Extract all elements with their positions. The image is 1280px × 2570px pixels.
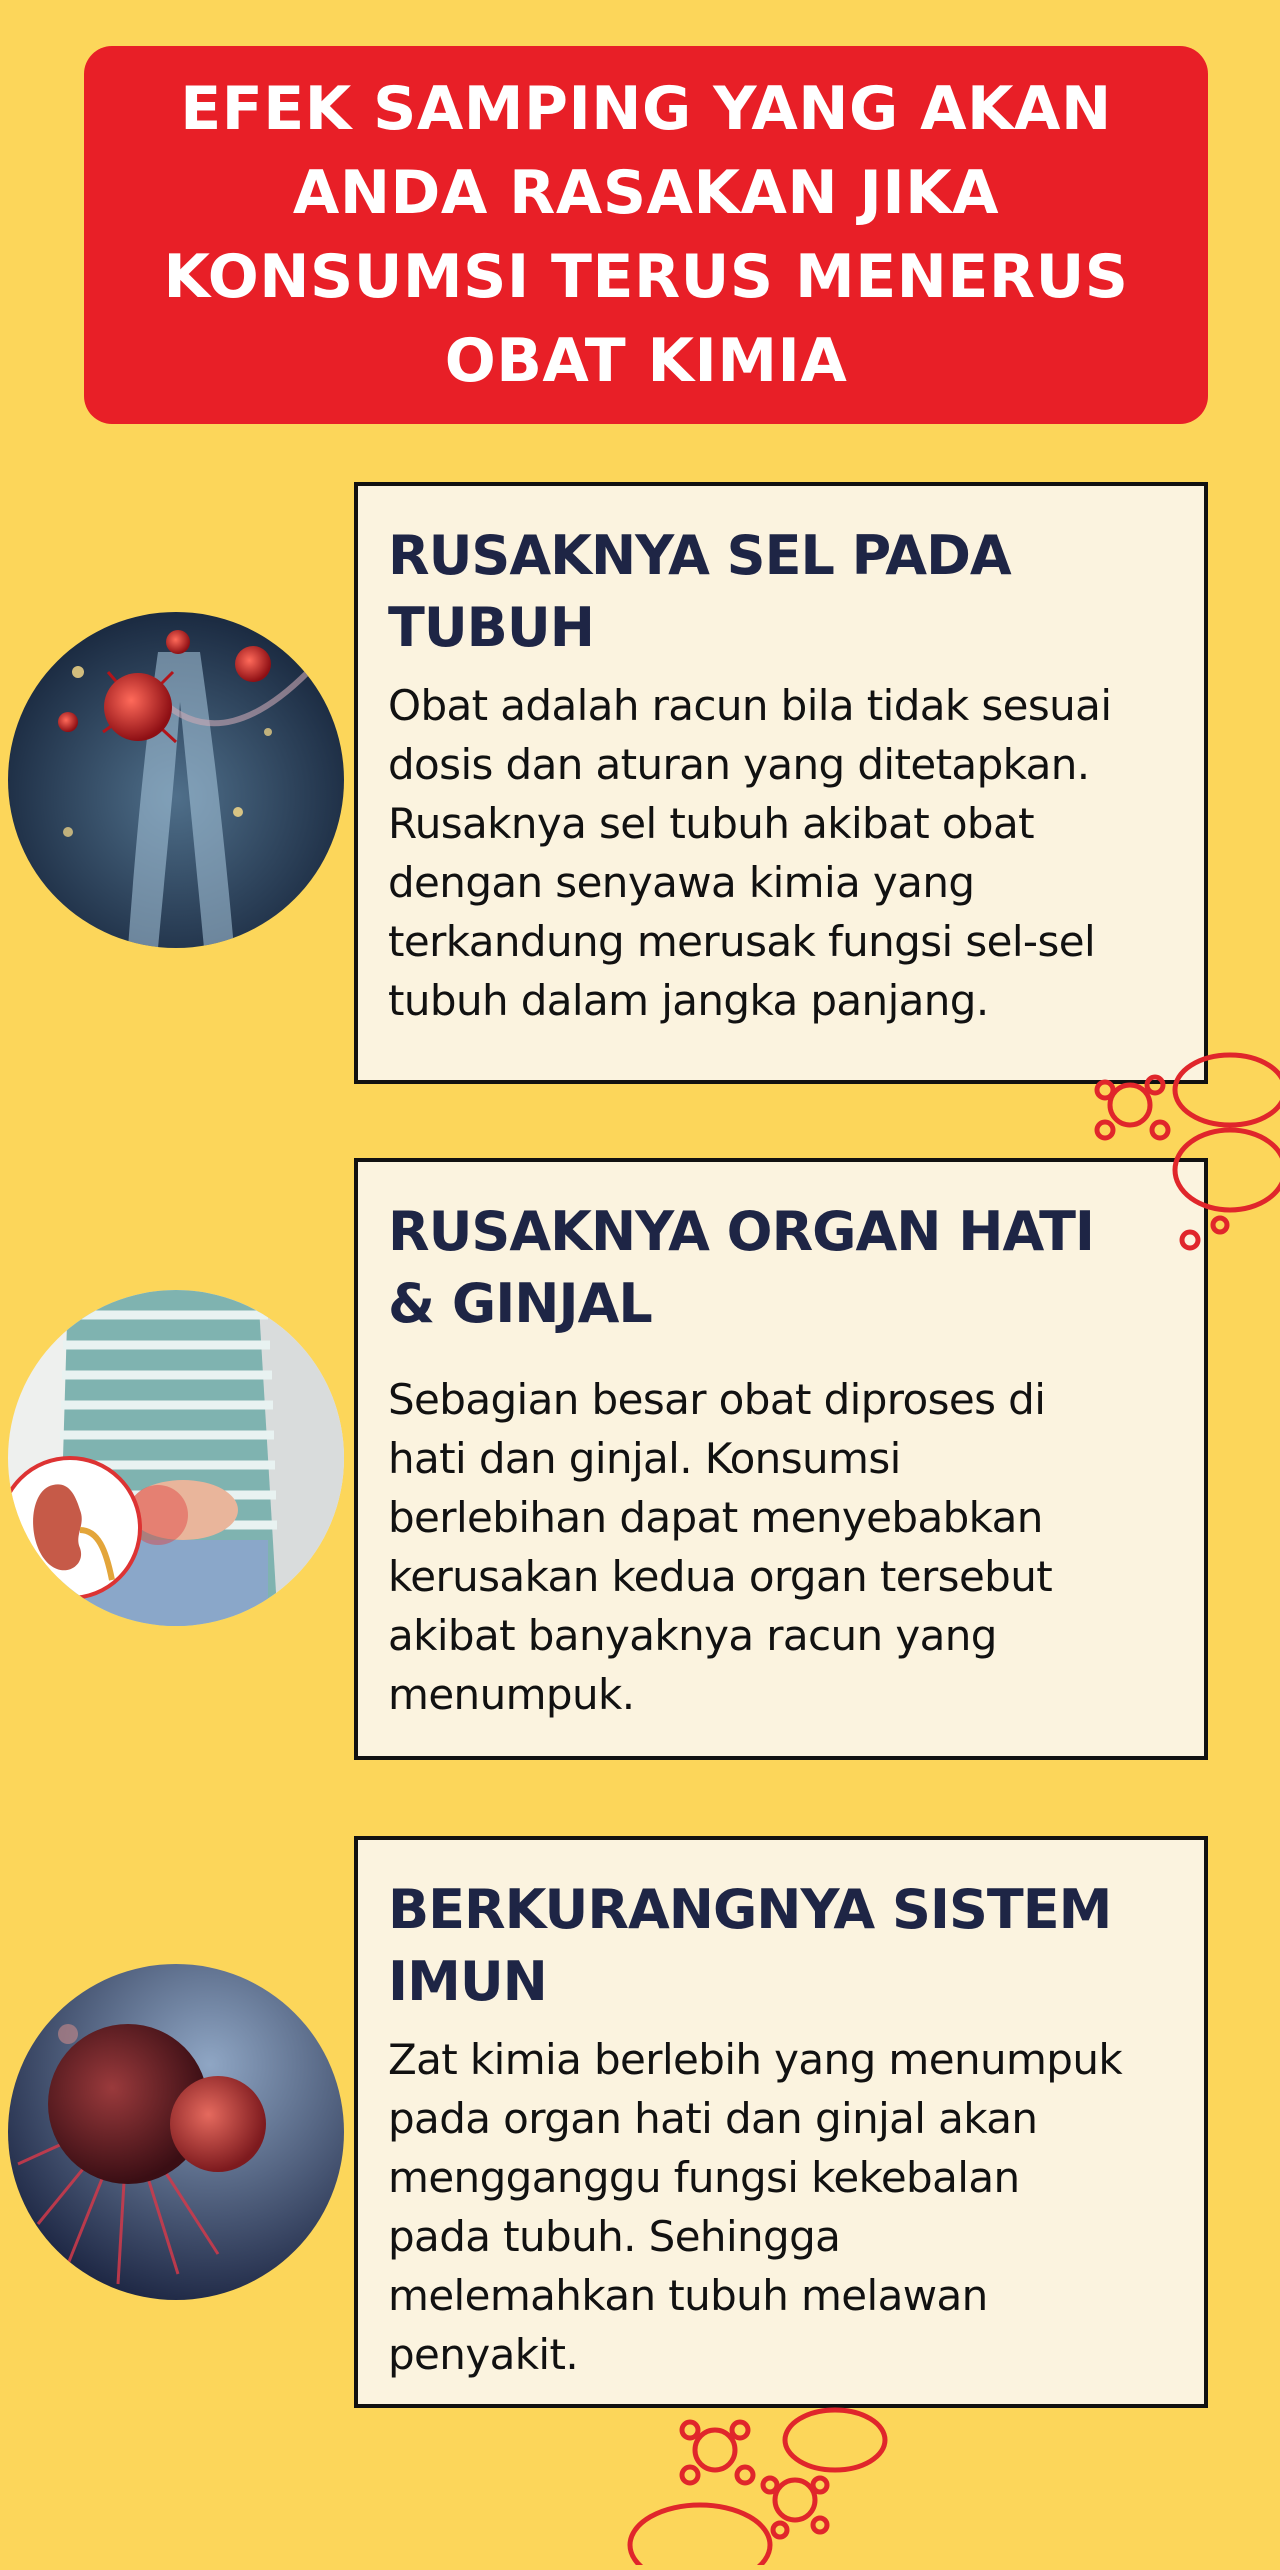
body-line: hati dan ginjal. Konsumsi bbox=[388, 1434, 901, 1483]
body-line: akibat banyaknya racun yang bbox=[388, 1611, 997, 1660]
body-line: pada organ hati dan ginjal akan bbox=[388, 2094, 1038, 2143]
card-heading bbox=[388, 520, 1174, 664]
title-line: ANDA RASAKAN JIKA bbox=[292, 158, 1000, 228]
body-line: dosis dan aturan yang ditetapkan. bbox=[388, 740, 1090, 789]
heading-line: RUSAKNYA ORGAN HATI bbox=[388, 1200, 1094, 1263]
body-line: menumpuk. bbox=[388, 1670, 635, 1719]
title-banner bbox=[84, 46, 1208, 424]
body-line: dengan senyawa kimia yang bbox=[388, 858, 975, 907]
card-heading bbox=[388, 1196, 1174, 1340]
card-body bbox=[388, 676, 1174, 1030]
card-heading bbox=[388, 1874, 1174, 2018]
virus-decoration-icon bbox=[1080, 1050, 1280, 1275]
body-line: Rusaknya sel tubuh akibat obat bbox=[388, 799, 1035, 848]
card-body bbox=[388, 1370, 1174, 1724]
heading-line: BERKURANGNYA SISTEM bbox=[388, 1878, 1112, 1941]
body-line: Obat adalah racun bila tidak sesuai bbox=[388, 681, 1112, 730]
body-line: penyakit. bbox=[388, 2330, 579, 2379]
body-cells-photo-icon bbox=[8, 612, 344, 948]
card-cell-damage bbox=[354, 482, 1208, 1084]
body-line: pada tubuh. Sehingga bbox=[388, 2212, 841, 2261]
virus-decoration-icon bbox=[620, 2405, 920, 2570]
body-line: kerusakan kedua organ tersebut bbox=[388, 1552, 1053, 1601]
card-body bbox=[388, 2030, 1174, 2384]
title-line: EFEK SAMPING YANG AKAN bbox=[180, 74, 1112, 144]
page-title bbox=[163, 67, 1128, 403]
body-line: tubuh dalam jangka panjang. bbox=[388, 976, 989, 1025]
title-line: KONSUMSI TERUS MENERUS bbox=[163, 242, 1129, 312]
kidney-pain-photo-icon bbox=[8, 1290, 344, 1626]
heading-line: IMUN bbox=[388, 1950, 547, 2013]
body-line: terkandung merusak fungsi sel-sel bbox=[388, 917, 1096, 966]
title-line: OBAT KIMIA bbox=[444, 326, 848, 396]
immune-cell-photo-icon bbox=[8, 1964, 344, 2300]
heading-line: TUBUH bbox=[388, 596, 594, 659]
heading-line: RUSAKNYA SEL PADA bbox=[388, 524, 1011, 587]
heading-line: & GINJAL bbox=[388, 1272, 652, 1335]
body-line: melemahkan tubuh melawan bbox=[388, 2271, 988, 2320]
body-line: mengganggu fungsi kekebalan bbox=[388, 2153, 1020, 2202]
body-line: Zat kimia berlebih yang menumpuk bbox=[388, 2035, 1123, 2084]
body-line: berlebihan dapat menyebabkan bbox=[388, 1493, 1043, 1542]
card-immune-system bbox=[354, 1836, 1208, 2408]
body-line: Sebagian besar obat diproses di bbox=[388, 1375, 1046, 1424]
